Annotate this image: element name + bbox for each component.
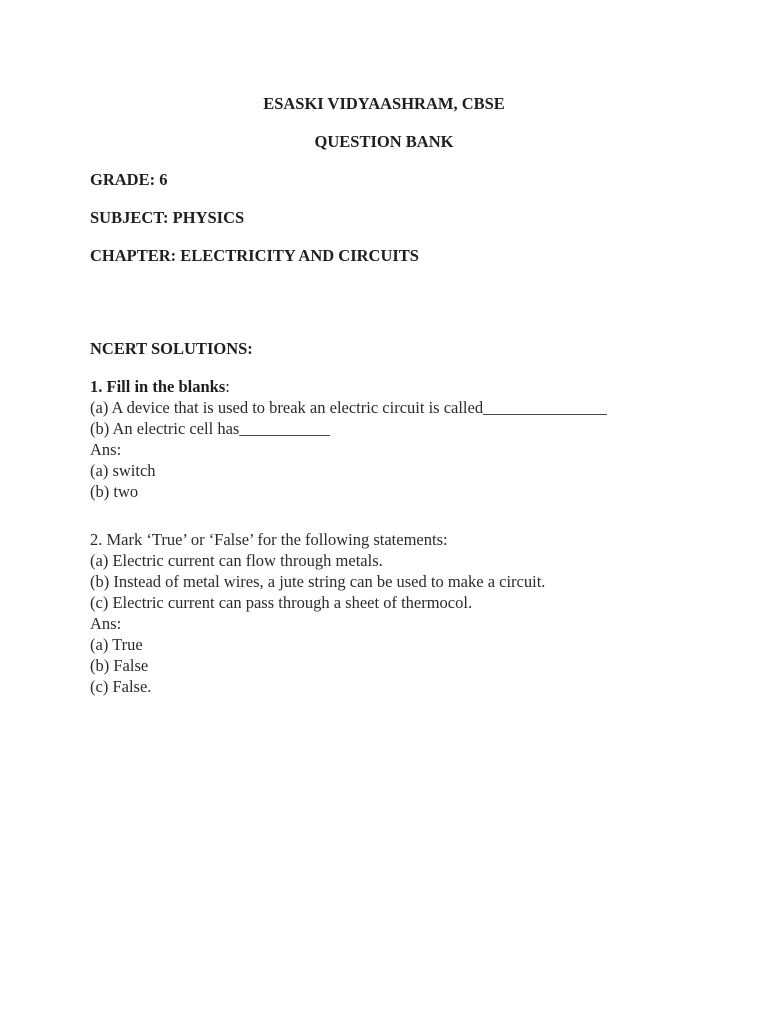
- question-2-line: 2. Mark ‘True’ or ‘False’ for the following statements:: [90, 530, 448, 549]
- question-1-colon: :: [225, 377, 230, 396]
- question-2-line: (a) Electric current can flow through metals.: [90, 551, 383, 570]
- question-1-line: (a) switch: [90, 461, 156, 480]
- chapter-line: CHAPTER: ELECTRICITY AND CIRCUITS: [90, 246, 419, 265]
- question-1: [90, 376, 607, 502]
- question-2-line: Ans:: [90, 614, 122, 633]
- question-2-line: (a) True: [90, 635, 143, 654]
- question-2-line: (b) Instead of metal wires, a jute string can be used to make a circuit.: [90, 572, 546, 591]
- question-1-line: Ans:: [90, 440, 122, 459]
- school-name: ESASKI VIDYAASHRAM, CBSE: [263, 94, 505, 113]
- question-2-line: (c) False.: [90, 677, 152, 696]
- question-1-line: (b) An electric cell has___________: [90, 419, 331, 438]
- subject-line: SUBJECT: PHYSICS: [90, 208, 245, 227]
- question-2-line: (b) False: [90, 656, 149, 675]
- section-title: NCERT SOLUTIONS:: [90, 339, 253, 358]
- document-type: QUESTION BANK: [314, 132, 454, 151]
- question-1-heading: 1. Fill in the blanks: [90, 377, 226, 396]
- question-2-line: (c) Electric current can pass through a sheet of thermocol.: [90, 593, 473, 612]
- question-1-line: (a) A device that is used to break an electric circuit is called_______________: [90, 398, 607, 417]
- grade-line: GRADE: 6: [90, 170, 168, 189]
- question-1-line: (b) two: [90, 482, 139, 501]
- question-1-title: [90, 376, 607, 397]
- question-2: [90, 529, 545, 697]
